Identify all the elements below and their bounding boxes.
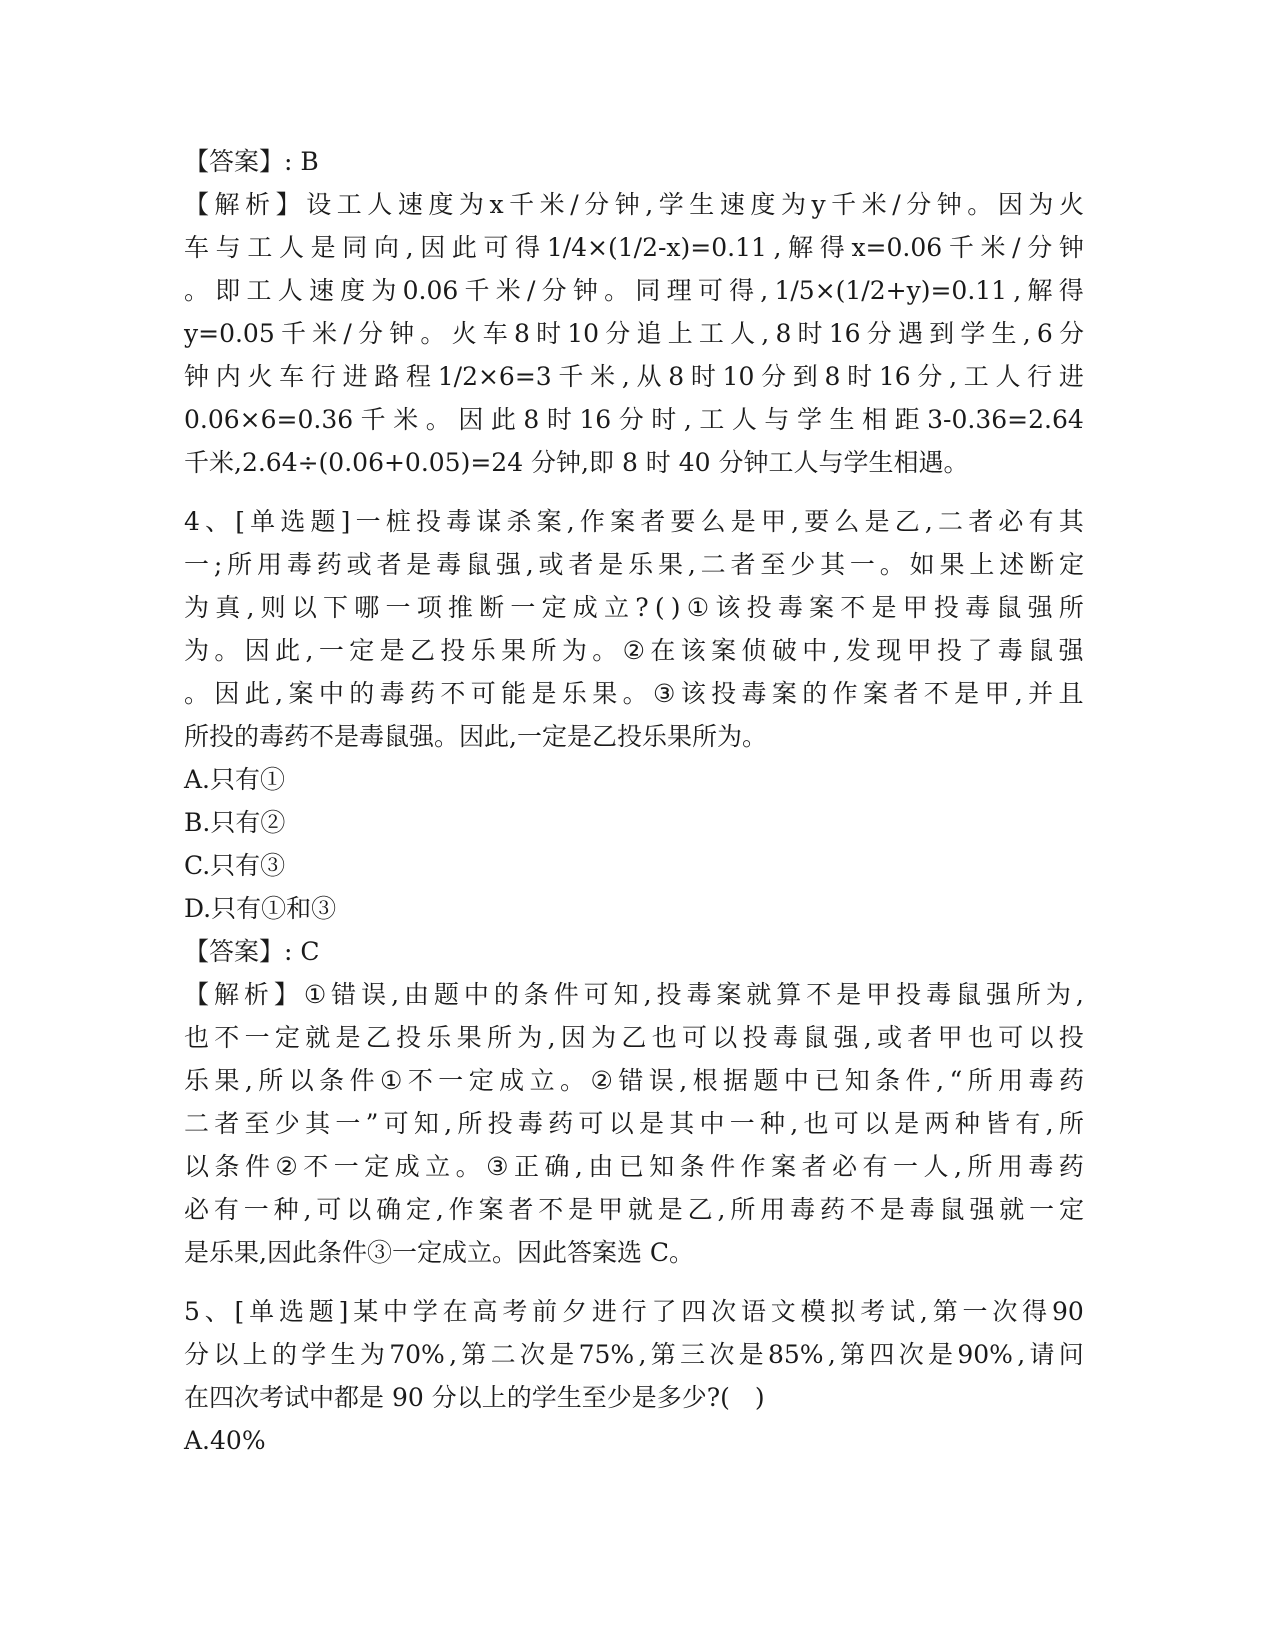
question-stem-line: 分 以 上 的 学 生 为 70% , 第 二 次 是 75% , 第 三 次 是 85% , 第 四 次 是 90% , 请 问 (184, 1340, 1084, 1369)
question-stem-line: 4 、 [ 单 选 题 ] 一 桩 投 毒 谋 杀 案 , 作 案 者 要 么 是 甲 , 要 么 是 乙 , 二 者 必 有 其 (184, 507, 1084, 536)
question-4 (184, 500, 1084, 1274)
question-stem-line: 在四次考试中都是 90 分以上的学生至少是多少?( ) (184, 1383, 765, 1412)
answer-line: 【答案】: C (184, 937, 320, 966)
analysis-line: 千米,2.64÷(0.06+0.05)=24 分钟,即 8 时 40 分钟工人与学生相遇。 (184, 448, 969, 477)
analysis-line: 必 有 一 种 , 可 以 确 定 , 作 案 者 不 是 甲 就 是 乙 , 所 用 毒 药 不 是 毒 鼠 强 就 一 定 (184, 1195, 1084, 1224)
option-b: B.只有② (184, 808, 286, 837)
question-stem-line: 为 真 , 则 以 下 哪 一 项 推 断 一 定 成 立 ? ( ) ① 该 投 毒 案 不 是 甲 投 毒 鼠 强 所 (184, 593, 1084, 622)
answer-line: 【答案】: B (184, 147, 319, 176)
analysis-line: 二 者 至 少 其 一 ” 可 知 , 所 投 毒 药 可 以 是 其 中 一 种 , 也 可 以 是 两 种 皆 有 , 所 (184, 1109, 1084, 1138)
question-stem-line: 一 ; 所 用 毒 药 或 者 是 毒 鼠 强 , 或 者 是 乐 果 , 二 者 至 少 其 一 。 如 果 上 述 断 定 (184, 550, 1084, 579)
analysis-line: y=0.05 千 米 / 分 钟 。 火 车 8 时 10 分 追 上 工 人 , 8 时 16 分 遇 到 学 生 , 6 分 (184, 319, 1084, 348)
analysis-line: 【 解 析 】 设 工 人 速 度 为 x 千 米 / 分 钟 , 学 生 速 度 为 y 千 米 / 分 钟 。 因 为 火 (184, 190, 1084, 219)
option-c: C.只有③ (184, 851, 286, 880)
analysis-line: 0.06×6=0.36 千 米 。 因 此 8 时 16 分 时 , 工 人 与 学 生 相 距 3-0.36=2.64 (184, 405, 1084, 434)
option-d: D.只有①和③ (184, 894, 337, 923)
section-gap (184, 484, 1084, 500)
question-stem-line: 所投的毒药不是毒鼠强。因此,一定是乙投乐果所为。 (184, 722, 767, 751)
question-5 (184, 1290, 1084, 1462)
analysis-line: 乐 果 , 所 以 条 件 ① 不 一 定 成 立 。 ② 错 误 , 根 据 题 中 已 知 条 件 , “ 所 用 毒 药 (184, 1066, 1084, 1095)
analysis-line: 。 即 工 人 速 度 为 0.06 千 米 / 分 钟 。 同 理 可 得 , 1/5×(1/2+y)=0.11 , 解 得 (184, 276, 1084, 305)
analysis-line: 也 不 一 定 就 是 乙 投 乐 果 所 为 , 因 为 乙 也 可 以 投 毒 鼠 强 , 或 者 甲 也 可 以 投 (184, 1023, 1084, 1052)
analysis-line: 钟 内 火 车 行 进 路 程 1/2×6=3 千 米 , 从 8 时 10 分 到 8 时 16 分 , 工 人 行 进 (184, 362, 1084, 391)
option-a: A.只有① (184, 765, 286, 794)
question-3-solution (184, 140, 1084, 484)
question-stem-line: 5 、 [ 单 选 题 ] 某 中 学 在 高 考 前 夕 进 行 了 四 次 语 文 模 拟 考 试 , 第 一 次 得 90 (184, 1297, 1084, 1326)
section-gap (184, 1274, 1084, 1290)
analysis-line: 【 解 析 】 ① 错 误 , 由 题 中 的 条 件 可 知 , 投 毒 案 就 算 不 是 甲 投 毒 鼠 强 所 为 , (184, 980, 1084, 1009)
question-stem-line: 为 。 因 此 , 一 定 是 乙 投 乐 果 所 为 。 ② 在 该 案 侦 破 中 , 发 现 甲 投 了 毒 鼠 强 (184, 636, 1084, 665)
analysis-line: 是乐果,因此条件③一定成立。因此答案选 C。 (184, 1238, 695, 1267)
option-a: A.40% (184, 1426, 266, 1455)
analysis-line: 以 条 件 ② 不 一 定 成 立 。 ③ 正 确 , 由 已 知 条 件 作 案 者 必 有 一 人 , 所 用 毒 药 (184, 1152, 1084, 1181)
question-stem-line: 。 因 此 , 案 中 的 毒 药 不 可 能 是 乐 果 。 ③ 该 投 毒 案 的 作 案 者 不 是 甲 , 并 且 (184, 679, 1084, 708)
document-page (184, 140, 1084, 1462)
analysis-line: 车 与 工 人 是 同 向 , 因 此 可 得 1/4×(1/2-x)=0.11 , 解 得 x=0.06 千 米 / 分 钟 (184, 233, 1084, 262)
